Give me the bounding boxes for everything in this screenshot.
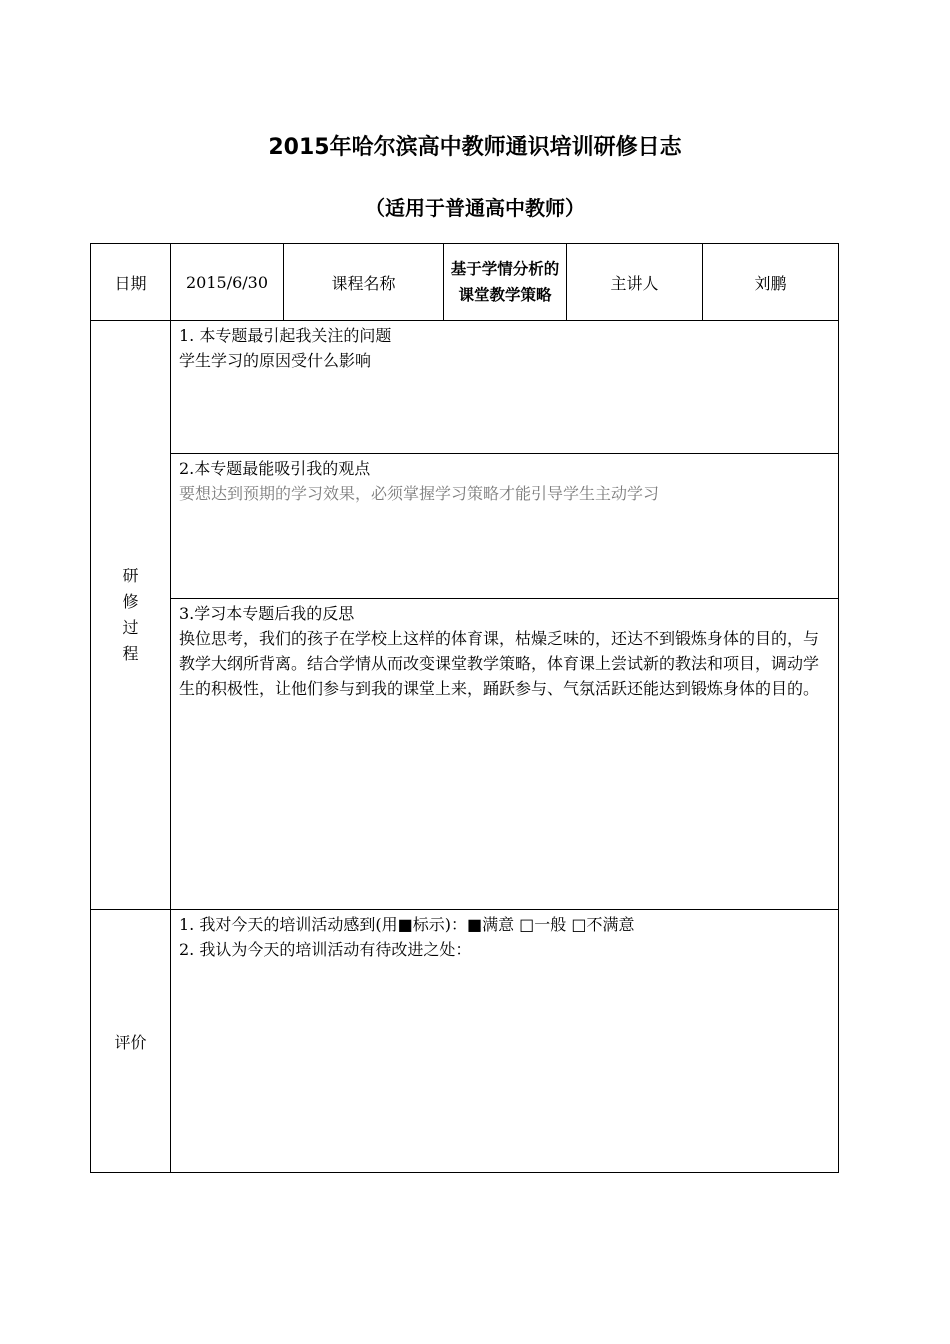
header-row bbox=[91, 244, 839, 321]
process-label: 研修过程 bbox=[122, 566, 139, 663]
section2-cell bbox=[171, 454, 839, 599]
log-table bbox=[90, 243, 839, 1173]
document-title: 2015年哈尔滨高中教师通识培训研修日志 bbox=[268, 135, 682, 160]
date-label: 日期 bbox=[91, 244, 171, 321]
evaluation-cell bbox=[171, 910, 839, 1173]
process-label-cell bbox=[91, 321, 171, 910]
section3-cell bbox=[171, 599, 839, 910]
evaluation-label: 评价 bbox=[91, 910, 171, 1173]
section3-body: 换位思考，我们的孩子在学校上这样的体育课，枯燥乏味的，还达不到锻炼身体的目的，与教学大纲所背离。结合学情从而改变课堂教学策略，体育课上尝试新的教法和项目，调动学生的积极性，让他们参与到我的课堂上来，踊跃参与、气氛活跃还能达到锻炼身体的目的。 bbox=[179, 629, 820, 698]
section3-heading: 3.学习本专题后我的反思 bbox=[179, 604, 355, 623]
document-subtitle: （适用于普通高中教师） bbox=[365, 196, 585, 220]
section1-cell bbox=[171, 321, 839, 454]
date-value: 2015/6/30 bbox=[171, 244, 284, 321]
course-value: 基于学情分析的课堂教学策略 bbox=[444, 244, 567, 321]
speaker-value: 刘鹏 bbox=[703, 244, 839, 321]
section2-body: 要想达到预期的学习效果，必须掌握学习策略才能引导学生主动学习 bbox=[179, 484, 660, 503]
evaluation-line1: 1. 我对今天的培训活动感到(用■标示)：■满意 □一般 □不满意 bbox=[179, 915, 635, 934]
evaluation-row bbox=[91, 910, 839, 1173]
section1-heading: 1. 本专题最引起我关注的问题 bbox=[179, 326, 392, 345]
evaluation-line2: 2. 我认为今天的培训活动有待改进之处： bbox=[179, 940, 472, 959]
section1-row bbox=[91, 321, 839, 454]
course-label: 课程名称 bbox=[284, 244, 444, 321]
section1-body: 学生学习的原因受什么影响 bbox=[179, 351, 372, 370]
section2-row bbox=[91, 454, 839, 599]
section3-row bbox=[91, 599, 839, 910]
section2-heading: 2.本专题最能吸引我的观点 bbox=[179, 459, 371, 478]
speaker-label: 主讲人 bbox=[567, 244, 703, 321]
